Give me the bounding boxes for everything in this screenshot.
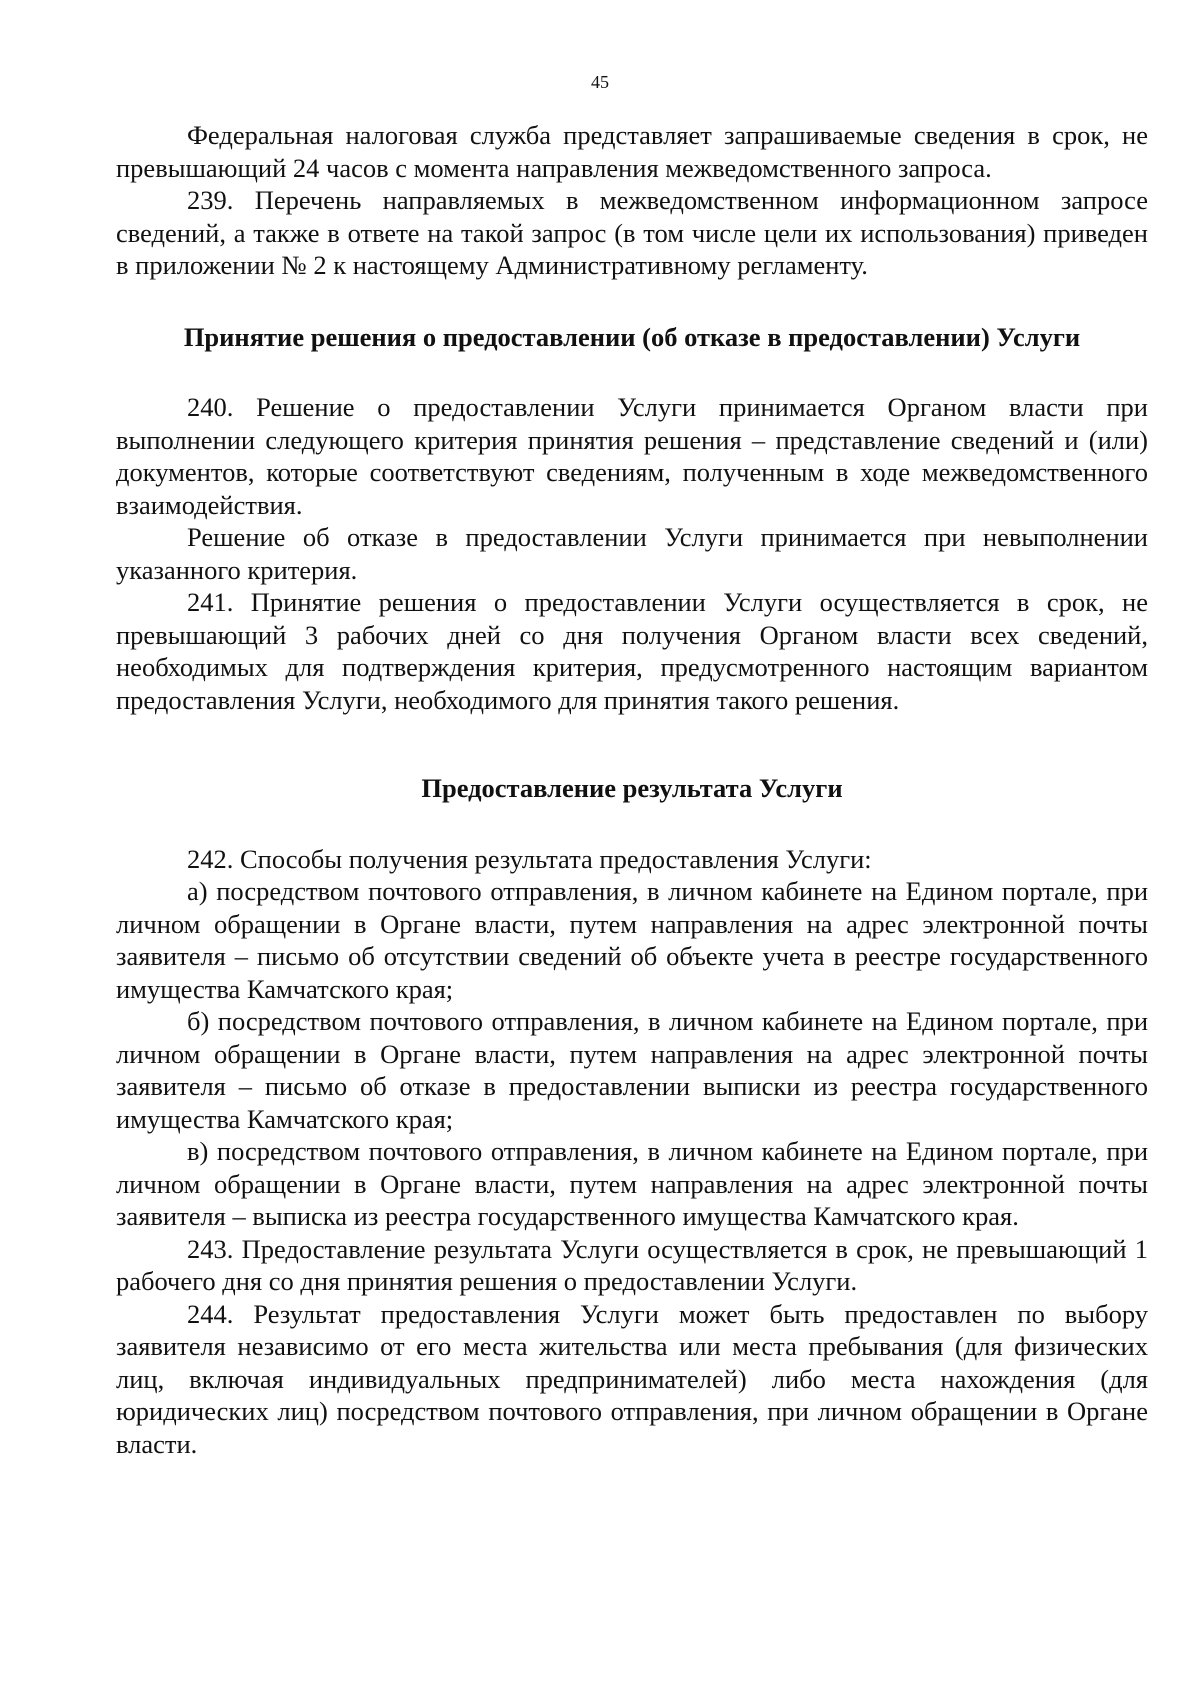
paragraph-fns-response-time: Федеральная налоговая служба представляет запрашиваемые сведения в срок, не превышающий 24 часов с момента направления межведомственного запроса. (116, 120, 1148, 183)
paragraph-242-a: а) посредством почтового отправления, в личном кабинете на Едином портале, при личном обращении в Органе власти, путем направления на адрес электронной почты заявителя – письмо об отсутствии сведений об объекте учета в реестре государственного имущества Камчатского края; (116, 876, 1148, 1004)
section-heading-result: Предоставление результата Услуги (421, 773, 843, 803)
paragraph-242-v: в) посредством почтового отправления, в личном кабинете на Едином портале, при личном обращении в Органе власти, путем направления на адрес электронной почты заявителя – выписка из реестра государственного имущества Камчатского края. (116, 1136, 1148, 1231)
paragraph-239: 239. Перечень направляемых в межведомственном информационном запросе сведений, а также в ответе на такой запрос (в том числе цели их использования) приведен в приложении № 2 к настоящему Административному регламенту. (116, 185, 1148, 280)
paragraph-242-b: б) посредством почтового отправления, в личном кабинете на Едином портале, при личном обращении в Органе власти, путем направления на адрес электронной почты заявителя – письмо об отказе в предоставлении выписки из реестра государственного имущества Камчатского края; (116, 1006, 1148, 1134)
paragraph-242: 242. Способы получения результата предоставления Услуги: (187, 843, 872, 874)
paragraph-243: 243. Предоставление результата Услуги осуществляется в срок, не превышающий 1 рабочего дня со дня принятия решения о предоставлении Услуги. (116, 1233, 1148, 1296)
paragraph-241: 241. Принятие решения о предоставлении Услуги осуществляется в срок, не превышающий 3 рабочих дней со дня получения Органом власти всех сведений, необходимых для подтверждения критерия, предусмотренного настоящим вариантом предоставления Услуги, необходимого для принятия такого решения. (116, 587, 1148, 715)
paragraph-240: 240. Решение о предоставлении Услуги принимается Органом власти при выполнении следующего критерия принятия решения – представление сведений и (или) документов, которые соответствуют сведениям, полученным в ходе межведомственного взаимодействия. (116, 392, 1148, 520)
document-body (116, 119, 1148, 1460)
paragraph-244: 244. Результат предоставления Услуги может быть предоставлен по выбору заявителя независимо от его места жительства или места пребывания (для физических лиц, включая индивидуальных предпринимателей) либо места нахождения (для юридических лиц) посредством почтового отправления, при личном обращении в Органе власти. (116, 1298, 1148, 1459)
paragraph-refusal-decision: Решение об отказе в предоставлении Услуги принимается при невыполнении указанного критерия. (116, 522, 1148, 585)
section-heading-decision: Принятие решения о предоставлении (об отказе в предоставлении) Услуги (183, 321, 1081, 352)
page-number: 45 (591, 72, 609, 92)
